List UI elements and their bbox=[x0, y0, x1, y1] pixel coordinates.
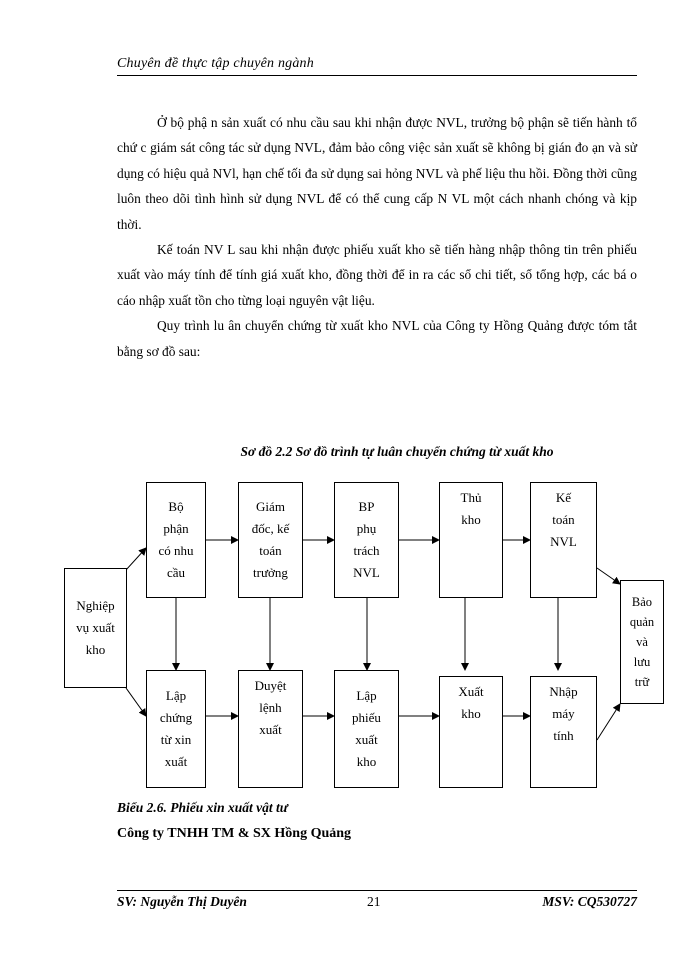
box-line: phụ bbox=[356, 521, 377, 536]
box-lap-chung-tu-xin-xuat bbox=[146, 670, 206, 788]
box-bao-quan-va-luu-tru bbox=[620, 580, 664, 704]
box-bp-phu-trach-nvl bbox=[334, 482, 399, 598]
box-line: xuất bbox=[164, 754, 188, 769]
box-line: toán bbox=[552, 512, 575, 527]
company-name: Công ty TNHH TM & SX Hồng Quảng bbox=[117, 826, 352, 841]
box-line: quản bbox=[629, 615, 655, 629]
box-thu-kho bbox=[439, 482, 503, 598]
box-line: NVL bbox=[353, 565, 380, 580]
box-bo-phan-co-nhu-cau bbox=[146, 482, 206, 598]
box-line: kho bbox=[356, 754, 377, 769]
document-header: Chuyên đề thực tập chuyên ngành bbox=[117, 56, 314, 71]
box-line: đốc, kế bbox=[251, 521, 290, 536]
box-line: máy bbox=[552, 706, 575, 721]
box-lap-phieu-xuat-kho bbox=[334, 670, 399, 788]
arrow-ketoan-baoquan bbox=[597, 568, 620, 584]
arrow-nhapmay-baoquan bbox=[597, 704, 620, 740]
paragraph-3: Quy trình lu ân chuyển chứng từ xuất kho NVL của Công ty Hồng Quảng được tóm tắt bằng sơ đồ sau: bbox=[117, 318, 637, 359]
box-line: kho bbox=[461, 512, 481, 527]
box-line: từ xin bbox=[160, 732, 192, 747]
box-line: Kế bbox=[555, 490, 572, 505]
diagram-caption: Sơ đồ 2.2 Sơ đồ trình tự luân chuyển chứng từ xuất kho bbox=[240, 444, 554, 459]
box-line: lưu bbox=[633, 655, 651, 669]
box-line: cầu bbox=[166, 565, 186, 580]
box-line: xuất bbox=[355, 732, 378, 747]
footer-student-id: MSV: CQ530727 bbox=[542, 894, 637, 909]
box-nghiep-vu-xuat-kho bbox=[64, 568, 127, 688]
box-line: Bảo bbox=[631, 595, 653, 609]
box-line: Thủ bbox=[460, 490, 482, 505]
box-line: toán bbox=[259, 543, 282, 558]
box-line: Nghiệp bbox=[76, 598, 115, 613]
box-line: Lập bbox=[165, 688, 187, 703]
box-line: Nhập bbox=[549, 684, 578, 699]
box-line: Lập bbox=[356, 688, 377, 703]
box-nhap-may-tinh bbox=[530, 676, 597, 788]
bieu-title: Biểu 2.6. Phiếu xin xuất vật tư bbox=[117, 800, 288, 815]
box-xuat-kho bbox=[439, 676, 503, 788]
arrow-nghiepvu-bophan bbox=[126, 548, 146, 570]
box-line: Giám bbox=[256, 499, 285, 514]
footer-student-name: SV: Nguyễn Thị Duyên bbox=[117, 894, 247, 909]
box-line: kho bbox=[85, 642, 106, 657]
box-line: trách bbox=[353, 543, 380, 558]
box-line: Xuất bbox=[458, 684, 484, 699]
box-line: có nhu bbox=[158, 543, 194, 558]
arrow-nghiepvu-lapchungtu bbox=[126, 688, 146, 716]
box-line: trữ bbox=[634, 675, 650, 689]
box-ke-toan-nvl bbox=[530, 482, 597, 598]
box-line: phiếu bbox=[352, 710, 381, 725]
paragraph-1: Ở bộ phậ n sản xuất có nhu cầu sau khi nhận được NVL, trưởng bộ phận sẽ tiến hành tổ chứ c giám sát công tác sử dụng NVL, đảm bảo công việc sản xuất sẽ không bị gián đo ạn và sử dụng có hiệu quả NVl, hạn chế tối đa sử dụng sai hỏng NVL và phế liệu thu hồi. Đồng thời cũng luôn theo dõi tình hình sử dụng NVL để có thể cung cấp N VL một cách nhanh chóng và kịp thời. bbox=[117, 115, 637, 232]
box-line: Duyệt bbox=[254, 678, 287, 693]
box-line: BP bbox=[358, 499, 375, 514]
box-line: NVL bbox=[550, 534, 577, 549]
box-line: phận bbox=[163, 521, 189, 536]
footer-rule bbox=[117, 890, 637, 891]
box-line: Bộ bbox=[168, 499, 184, 514]
box-line: xuất bbox=[259, 722, 282, 737]
box-line: tính bbox=[553, 728, 574, 743]
box-line: trưởng bbox=[253, 565, 288, 580]
footer-page-number: 21 bbox=[367, 894, 381, 909]
box-line: vụ xuất bbox=[76, 620, 115, 635]
box-line: kho bbox=[461, 706, 481, 721]
box-line: chứng bbox=[159, 710, 193, 725]
box-giam-doc-ke-toan-truong bbox=[238, 482, 303, 598]
box-line: lệnh bbox=[259, 700, 282, 715]
box-line: và bbox=[636, 635, 648, 649]
box-duyet-lenh-xuat bbox=[238, 670, 303, 788]
paragraph-2: Kế toán NV L sau khi nhận được phiếu xuất kho sẽ tiến hàng nhập thông tin trên phiếu xuất vào máy tính để tính giá xuất kho, đồng thời để in ra các sổ chi tiết, sổ tổng hợp, các bá o cáo nhập xuất tồn cho từng loại nguyên vật liệu. bbox=[117, 242, 637, 308]
